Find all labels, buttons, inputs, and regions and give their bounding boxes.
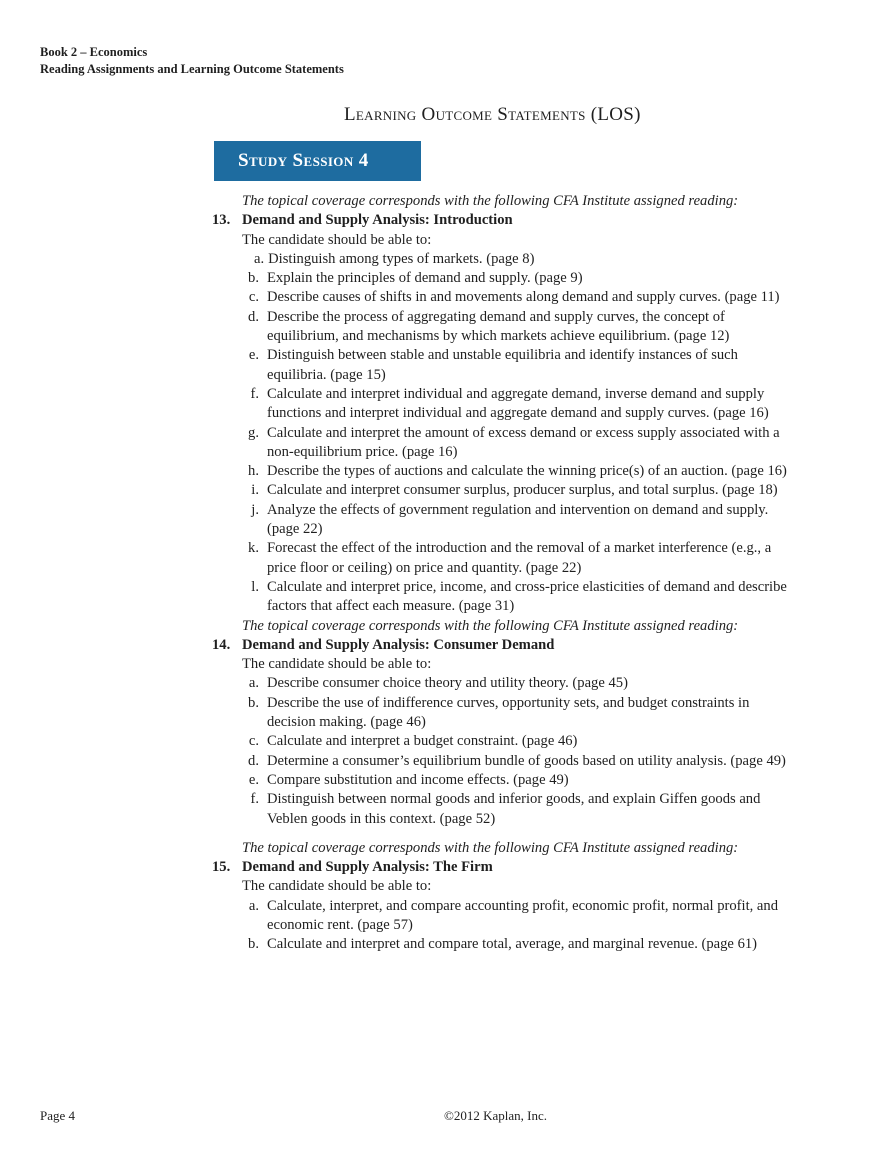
reading-title: Demand and Supply Analysis: The Firm: [242, 859, 493, 876]
los-heading: Learning Outcome Statements (LOS): [344, 104, 641, 125]
los-letter: c.: [248, 733, 259, 750]
copyright-notice: ©2012 Kaplan, Inc.: [444, 1108, 548, 1123]
los-item: [212, 674, 812, 693]
los-letter: c.: [248, 289, 259, 306]
los-text: Distinguish between normal goods and inferior goods, and explain Giffen goods and Veblen goods in this context. (page 52): [267, 791, 761, 827]
los-letter: d.: [248, 752, 259, 769]
reading-14: [212, 617, 812, 829]
study-session-banner: [214, 141, 421, 181]
los-item: [212, 752, 812, 771]
los-letter: l.: [251, 578, 259, 595]
los-letter: b.: [248, 270, 259, 287]
los-text: Describe consumer choice theory and utility theory. (page 45): [267, 675, 628, 692]
los-letter: d.: [248, 308, 259, 325]
los-item: [212, 578, 812, 617]
reading-number: 14.: [212, 636, 231, 653]
los-text: Analyze the effects of government regulation and intervention on demand and supply. (page 22): [267, 501, 769, 538]
reading-title-row: [212, 636, 812, 655]
los-item: [212, 771, 812, 790]
los-text: Compare substitution and income effects. (page 49): [267, 771, 569, 788]
los-letter: e.: [248, 347, 259, 364]
los-text: Calculate and interpret a budget constraint. (page 46): [267, 733, 578, 750]
reading-title: Demand and Supply Analysis: Introduction: [242, 212, 513, 229]
los-letter: k.: [248, 540, 259, 557]
running-header: [40, 44, 344, 78]
reading-intro: The topical coverage corresponds with the following CFA Institute assigned reading:: [242, 193, 739, 209]
candidate-statement: The candidate should be able to:: [242, 231, 432, 248]
los-letter: b.: [248, 694, 259, 711]
los-item: [212, 732, 812, 751]
section-title: Reading Assignments and Learning Outcome Statements: [40, 62, 344, 76]
reading-number: 15.: [212, 859, 231, 876]
los-text: Calculate and interpret and compare total, average, and marginal revenue. (page 61): [267, 936, 758, 953]
los-content: [212, 192, 812, 955]
los-item: [212, 694, 812, 733]
los-letter: g.: [248, 424, 259, 441]
los-text: Calculate and interpret consumer surplus, producer surplus, and total surplus. (page 18): [267, 482, 778, 499]
los-text: Describe the types of auctions and calculate the winning price(s) of an auction. (page 16): [267, 463, 787, 480]
los-text: Describe causes of shifts in and movements along demand and supply curves. (page 11): [267, 289, 780, 306]
los-letter: f.: [250, 385, 259, 402]
los-text: Calculate and interpret price, income, and cross-price elasticities of demand and describe factors that affect each measure. (page 31): [267, 578, 787, 615]
los-text: Distinguish between stable and unstable equilibria and identify instances of such equilibria. (page 15): [267, 347, 738, 383]
los-letter: b.: [248, 936, 259, 953]
los-item: [212, 539, 812, 578]
study-session-label: Study Session 4: [238, 150, 369, 171]
los-item: [212, 269, 812, 288]
los-text: Calculate and interpret individual and aggregate demand, inverse demand and supply functions and interpret individual and aggregate demand and supply curves. (page 16): [267, 385, 769, 422]
los-item: [212, 346, 812, 385]
reading-number: 13.: [212, 212, 231, 229]
page-number: Page 4: [40, 1108, 76, 1123]
los-letter: a.: [248, 675, 259, 692]
los-item: [212, 288, 812, 307]
reading-title-row: [212, 858, 812, 877]
reading-title-row: [212, 211, 812, 230]
los-text: Describe the process of aggregating demand and supply curves, the concept of equilibrium, and mechanisms by which markets achieve equilibrium. (page 12): [267, 308, 730, 345]
reading-intro: The topical coverage corresponds with the following CFA Institute assigned reading:: [242, 839, 739, 856]
book-title: Book 2 – Economics: [40, 45, 148, 59]
los-item: [212, 501, 812, 540]
los-item: [212, 385, 812, 424]
reading-15: [212, 839, 812, 955]
reading-intro: The topical coverage corresponds with the following CFA Institute assigned reading:: [242, 617, 739, 634]
los-letter: h.: [248, 463, 259, 480]
los-text: Distinguish among types of markets. (page 8): [268, 250, 535, 267]
los-letter: j.: [251, 501, 259, 518]
los-text: Describe the use of indifference curves, opportunity sets, and budget constraints in decision making. (page 46): [267, 694, 750, 731]
los-text: Calculate, interpret, and compare accounting profit, economic profit, normal profit, and economic rent. (page 57): [267, 897, 779, 933]
reading-title: Demand and Supply Analysis: Consumer Demand: [242, 636, 555, 653]
los-letter: a.: [254, 250, 265, 267]
los-text: Explain the principles of demand and supply. (page 9): [267, 270, 583, 287]
los-letter: i.: [251, 482, 259, 499]
los-item: [212, 790, 812, 829]
los-item: [212, 897, 812, 936]
reading-13: [212, 192, 812, 617]
los-item: [212, 308, 812, 347]
los-text: Forecast the effect of the introduction and the removal of a market interference (e.g., a price floor or ceiling) on price and quantity. (page 22): [267, 540, 772, 576]
los-text: Calculate and interpret the amount of excess demand or excess supply associated with a non-equilibrium price. (page 16): [267, 424, 780, 460]
los-item: [212, 424, 812, 463]
los-item: [212, 250, 812, 269]
los-item: [212, 481, 812, 500]
los-letter: f.: [250, 791, 259, 808]
candidate-statement: The candidate should be able to:: [242, 656, 432, 673]
los-text: Determine a consumer’s equilibrium bundle of goods based on utility analysis. (page 49): [267, 752, 786, 769]
candidate-statement: The candidate should be able to:: [242, 878, 432, 895]
los-item: [212, 935, 812, 954]
los-item: [212, 462, 812, 481]
los-letter: a.: [248, 897, 259, 914]
los-letter: e.: [248, 771, 259, 788]
